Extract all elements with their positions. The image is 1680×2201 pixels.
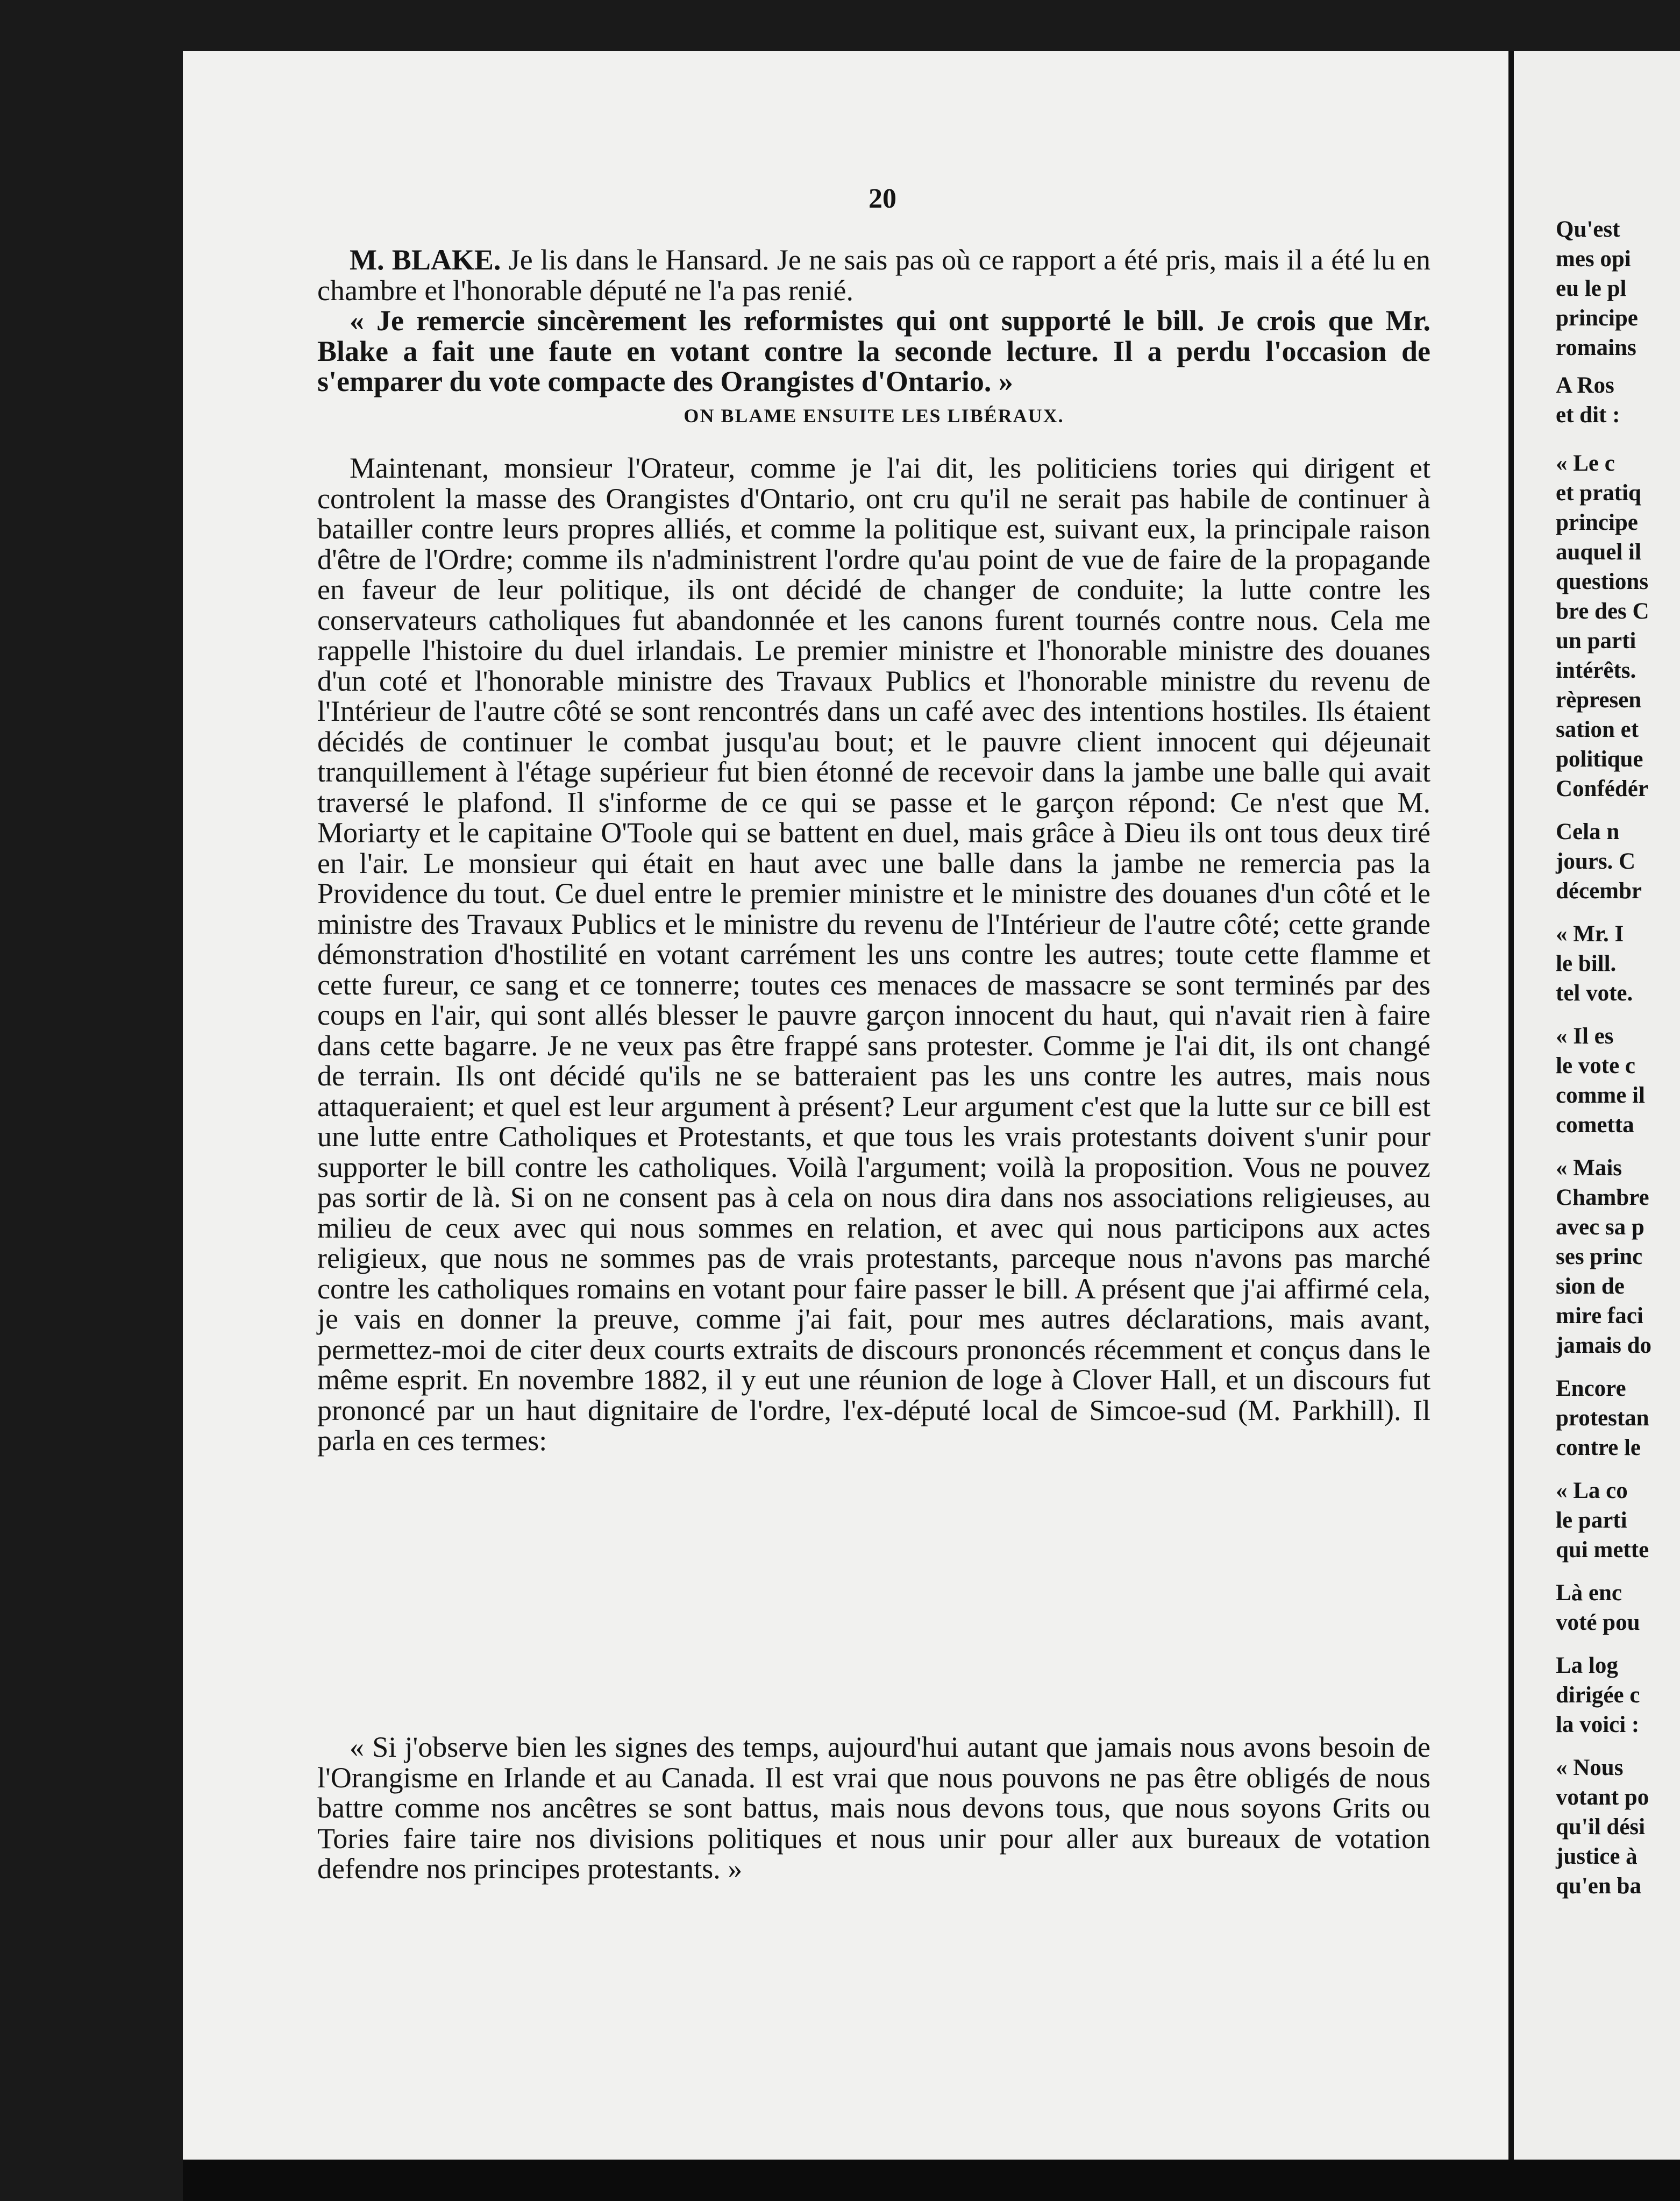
- main-paragraph: Maintenant, monsieur l'Orateur, comme je l'ai dit, les politiciens tories qui dirigent et controlent la masse des Orangistes d'Ontario, ont cru qu'il ne serait pas habile de continuer à batailler contre leurs propres alliés, et comme la politique est, suivant eux, la principale raison d'être de l'Ordre; comme ils n'administrent l'ordre qu'au point de vue de faire de la propagande en faveur de leur politique, ils ont décidé de changer de conduite; la lutte contre les conservateurs catholiques fut abandonnée et les canons furent tournés contre nous. Cela me rappelle l'histoire du duel irlandais. Le premier ministre et l'honorable ministre des douanes d'un coté et l'honorable ministre des Travaux Publics et l'honorable ministre du revenu de l'Intérieur de l'autre côté se sont rencontrés dans un café avec des intentions hostiles. Ils étaient décidés de continuer le combat jusqu'au bout; et le pauvre client innocent qui déjeunait tranquillement à l'étage supérieur fut bien étonné de recevoir dans la jambe une balle qui avait traversé le plafond. Il s'informe de ce qui se passe et le garçon répond: Ce n'est que M. Moriarty et le capitaine O'Toole qui se battent en duel, mais grâce à Dieu ils ont tous deux tiré en l'air. Le monsieur qui était en haut avec une balle dans la jambe ne remercia pas la Providence du tout. Ce duel entre le premier ministre et le ministre des douanes d'un côté et le ministre des Travaux Publics et le ministre du revenu de l'Intérieur de l'autre côté; cette grande démonstration d'hostilité en votant carrément les uns contre les autres; toute cette flamme et cette fureur, ce sang et ce tonnerre; toutes ces menaces de massacre se sont terminés par des coups en l'air, qui sont allés blesser le pauvre garçon innocent du haut, qui n'avait rien à faire dans cette bagarre. Je ne veux pas être frappé sans protester. Comme je l'ai dit, ils ont changé de terrain. Ils ont décidé qu'ils ne se batteraient pas les uns contre les autres, mais nous attaqueraient; et quel est leur argument à présent? Leur argument c'est que la lutte sur ce bill est une lutte entre Catholiques et Protestants, et que tous les vrais protestants doivent s'unir pour supporter le bill contre les catholiques. Voilà l'argument; voilà la proposition. Vous ne pouvez pas sortir de là. Si on ne consent pas à cela on nous dira dans nos associations religieuses, au milieu de ceux avec qui nous sommes en relation, et avec qui nous participons aux actes religieux, que nous ne sommes pas de vrais protestants, parceque nous n'avons pas marché contre les catholiques romains en votant pour faire passer le bill. A présent que j'ai affirmé cela, je vais en donner la preuve, comme j'ai fait, pour mes autres déclarations, mais avant, permettez-moi de citer deux courts extraits de discours prononcés récemment et conçus dans le même esprit. En novembre 1882, il y eut une réunion de loge à Clover Hall, et un discours fut prononcé par un haut dignitaire de l'ordre, l'ex-député local de Simcoe-sud (M. Parkhill). Il parla en ces termes:: [317, 452, 1430, 1457]
- right-page-line: cometta: [1556, 1112, 1634, 1138]
- right-page-line: Confédér: [1556, 776, 1648, 801]
- right-page-line: Qu'est: [1556, 217, 1620, 242]
- scan-border: [183, 2160, 1680, 2201]
- right-page-line: intérêts.: [1556, 658, 1636, 683]
- closing-quote: [317, 1732, 1430, 1884]
- right-page-line: Là enc: [1556, 1580, 1622, 1606]
- right-page-line: « Nous: [1556, 1755, 1624, 1780]
- right-page-line: sion de: [1556, 1274, 1625, 1299]
- right-page-line: « Mr. I: [1556, 921, 1624, 947]
- right-page-line: le vote c: [1556, 1053, 1636, 1078]
- right-page-line: comme il: [1556, 1083, 1645, 1108]
- right-page-line: et dit :: [1556, 402, 1620, 428]
- right-page-line: qu'il dési: [1556, 1814, 1646, 1840]
- right-page-line: « La co: [1556, 1478, 1628, 1503]
- section-heading: ON BLAME ENSUITE LES LIBÉRAUX.: [684, 405, 1064, 427]
- right-page-line: mire faci: [1556, 1303, 1643, 1329]
- right-page-line: protestan: [1556, 1405, 1649, 1431]
- right-page-fragment: [1514, 51, 1680, 2160]
- right-page-line: mes opi: [1556, 246, 1631, 272]
- speaker-paragraph: [317, 245, 1430, 306]
- right-page-line: rèpresen: [1556, 687, 1642, 713]
- right-page-line: ses princ: [1556, 1244, 1643, 1269]
- page-gutter: [1508, 51, 1514, 2160]
- page-number: 20: [869, 183, 896, 214]
- right-page-line: bre des C: [1556, 599, 1649, 624]
- right-page-line: « Il es: [1556, 1024, 1614, 1049]
- right-page-line: jamais do: [1556, 1333, 1651, 1358]
- right-page-line: qui mette: [1556, 1537, 1649, 1563]
- opening-exchange: [317, 245, 1430, 397]
- right-page-line: principe: [1556, 510, 1638, 535]
- right-page-line: tel vote.: [1556, 981, 1633, 1006]
- right-page-line: le bill.: [1556, 951, 1617, 976]
- quote-paragraph: « Si j'observe bien les signes des temps, aujourd'hui autant que jamais nous avons besoin de l'Orangisme en Irlande et au Canada. Il est vrai que nous pouvons ne pas être obligés de nous battre comme nos ancêtres se sont battus, mais nous devons tous, que nous soyons Grits ou Tories faire taire nos divisions politiques et nous unir pour aller aux bureaux de votation defendre nos principes protestants. »: [317, 1731, 1430, 1885]
- right-page-line: justice à: [1556, 1844, 1638, 1869]
- right-page-line: politique: [1556, 747, 1643, 772]
- right-page-line: votant po: [1556, 1785, 1649, 1810]
- right-page-line: sation et: [1556, 717, 1639, 742]
- body-text: [317, 453, 1430, 1456]
- right-page-line: dirigée c: [1556, 1682, 1640, 1708]
- speaker-name: M. BLAKE.: [350, 244, 501, 276]
- speaker-text: Je lis dans le Hansard. Je ne sais pas où ce rapport a été pris, mais il a été lu en chambre et l'honorable député ne l'a pas renié.: [317, 244, 1431, 307]
- right-page-line: et pratiq: [1556, 480, 1641, 506]
- right-page-line: avec sa p: [1556, 1215, 1645, 1240]
- right-page-line: qu'en ba: [1556, 1873, 1641, 1899]
- right-page-line: La log: [1556, 1653, 1618, 1678]
- right-page-line: « Mais: [1556, 1155, 1622, 1181]
- right-page-line: A Ros: [1556, 373, 1614, 398]
- right-page-line: décembr: [1556, 878, 1642, 904]
- right-page-line: eu le pl: [1556, 276, 1627, 301]
- quote-reformists: « Je remercie sincèrement les reformistes qui ont supporté le bill. Je crois que Mr. Blake a fait une faute en votant contre la seconde lecture. Il a perdu l'occasion de s'emparer du vote compacte des Orangistes d'Ontario. »: [317, 304, 1430, 397]
- right-page-line: auquel il: [1556, 539, 1641, 565]
- right-page-line: Cela n: [1556, 819, 1620, 844]
- right-page-line: voté pou: [1556, 1610, 1640, 1635]
- right-page-line: Chambre: [1556, 1185, 1649, 1210]
- right-page-line: questions: [1556, 569, 1649, 594]
- right-page-line: romains: [1556, 335, 1636, 360]
- right-page-line: jours. C: [1556, 849, 1636, 874]
- right-page-line: la voici :: [1556, 1712, 1640, 1737]
- right-page-line: principe: [1556, 306, 1638, 331]
- right-page-line: le parti: [1556, 1508, 1627, 1533]
- right-page-line: un parti: [1556, 628, 1636, 654]
- right-page-line: contre le: [1556, 1435, 1641, 1460]
- right-page-line: « Le c: [1556, 451, 1615, 476]
- right-page-line: Encore: [1556, 1376, 1626, 1401]
